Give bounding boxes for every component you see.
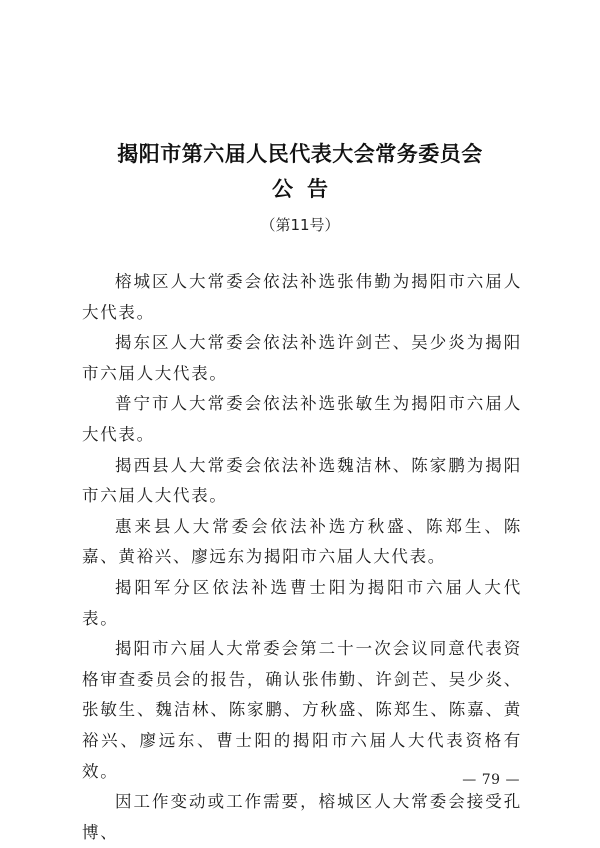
document-body [82,267,522,848]
document-number: （第11号） [260,216,340,234]
paragraph: 揭东区人大常委会依法补选许剑芒、吴少炎为揭阳市六届人大代表。 [82,333,522,383]
paragraph: 揭西县人大常委会依法补选魏洁林、陈家鹏为揭阳市六届人大代表。 [82,455,522,506]
document-title: 揭阳市第六届人民代表大会常务委员会 [117,142,483,166]
page-number: — 79 — [462,772,520,788]
paragraph: 揭阳军分区依法补选曹士阳为揭阳市六届人大代表。 [82,577,522,628]
paragraph: 普宁市人大常委会依法补选张敏生为揭阳市六届人大代表。 [82,394,522,444]
paragraph: 惠来县人大常委会依法补选方秋盛、陈郑生、陈嘉、黄裕兴、廖远东为揭阳市六届人大代表。 [82,516,522,567]
paragraph: 因工作变动或工作需要，榕城区人大常委会接受孔博、 [82,792,522,842]
paragraph: 揭阳市六届人大常委会第二十一次会议同意代表资格审查委员会的报告，确认张伟勤、许剑芒、吴少炎、张敏生、魏洁林、陈家鹏、方秋盛、陈郑生、陈嘉、黄裕兴、廖远东、曹士阳的揭阳市六届人大代表资格有效。 [82,639,522,781]
document-subtitle: 公告 [272,177,342,201]
paragraph: 榕城区人大常委会依法补选张伟勤为揭阳市六届人大代表。 [82,272,522,322]
